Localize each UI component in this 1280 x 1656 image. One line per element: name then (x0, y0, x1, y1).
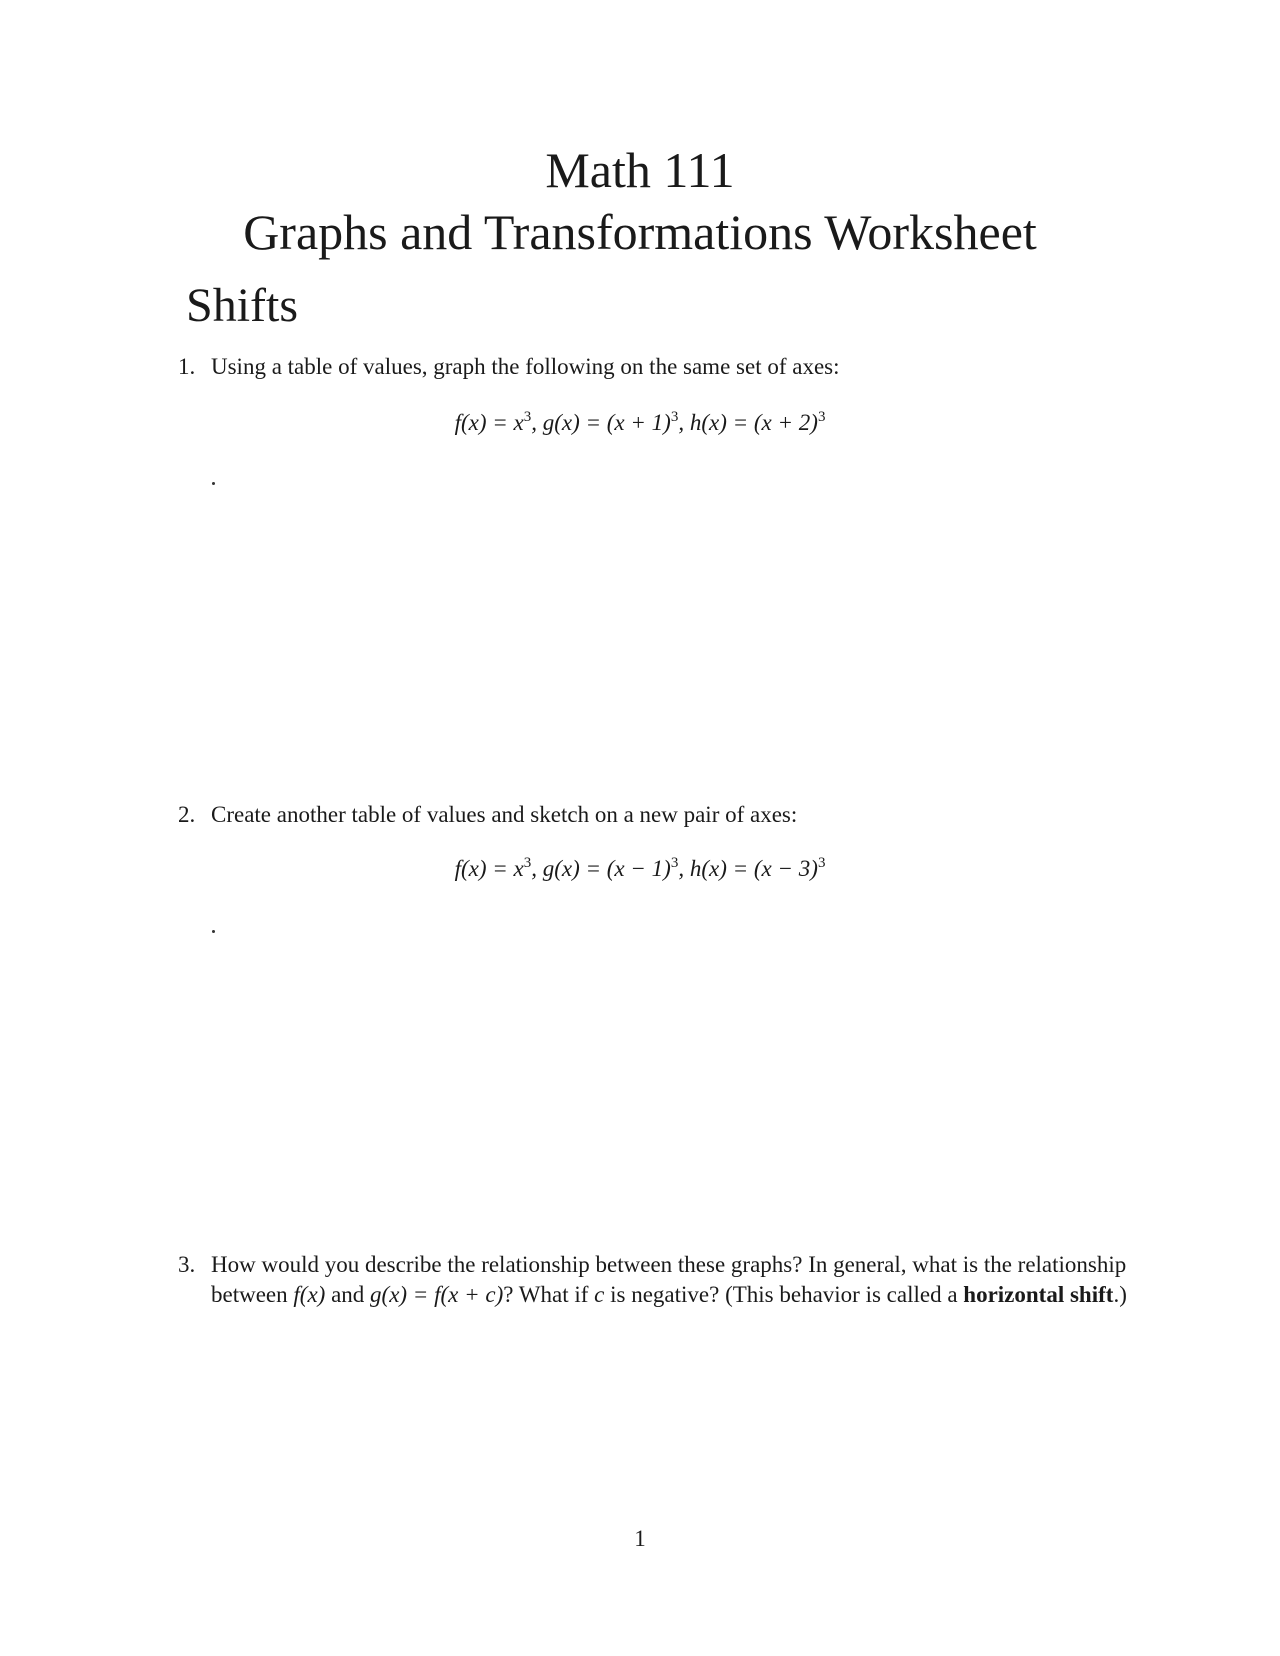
formula-h-exponent: 3 (817, 409, 826, 425)
formula-g-exponent: 3 (670, 409, 679, 425)
text-part-4: is negative? (This behavior is called a (604, 1282, 964, 1307)
problem-1 (178, 352, 1130, 382)
problem-number: 3. (178, 1252, 196, 1277)
text-part-5: .) (1113, 1282, 1127, 1307)
period-mark (212, 930, 215, 933)
formula-f: f(x) = x (454, 410, 524, 435)
problem-text: Using a table of values, graph the following on the same set of axes: (211, 354, 840, 379)
math-fx: f(x) (293, 1282, 326, 1307)
problem-text: Create another table of values and sketch on a new pair of axes: (211, 802, 798, 827)
formula-f-exponent: 3 (523, 855, 532, 871)
math-gx: g(x) = f(x + c) (370, 1282, 504, 1307)
formula-h-exponent: 3 (817, 855, 826, 871)
course-title: Math 111 (545, 142, 735, 198)
formula-g: , g(x) = (x + 1) (531, 410, 671, 435)
text-part-2: and (325, 1282, 371, 1307)
formula-g-exponent: 3 (670, 855, 679, 871)
text-part-1: How would you describe the relationship between these graphs? In general, what is the relationship between (211, 1252, 1127, 1307)
formula-f: f(x) = x (454, 856, 524, 881)
formula-h: , h(x) = (x − 3) (678, 856, 818, 881)
formula-f-exponent: 3 (523, 409, 532, 425)
problem-number: 1. (178, 354, 196, 379)
math-c: c (594, 1282, 605, 1307)
section-heading: Shifts (186, 279, 299, 332)
formula-2 (0, 854, 1280, 884)
page-number: 1 (634, 1526, 646, 1551)
bold-term: horizontal shift (963, 1282, 1114, 1307)
text-part-3: ? What if (503, 1282, 595, 1307)
problem-3 (178, 1250, 1130, 1310)
worksheet-title: Graphs and Transformations Worksheet (243, 204, 1037, 260)
period-mark (212, 482, 215, 485)
formula-g: , g(x) = (x − 1) (531, 856, 671, 881)
formula-h: , h(x) = (x + 2) (678, 410, 818, 435)
problem-number: 2. (178, 802, 196, 827)
formula-1 (0, 408, 1280, 438)
problem-text (211, 1250, 1130, 1310)
problem-2 (178, 800, 1130, 830)
